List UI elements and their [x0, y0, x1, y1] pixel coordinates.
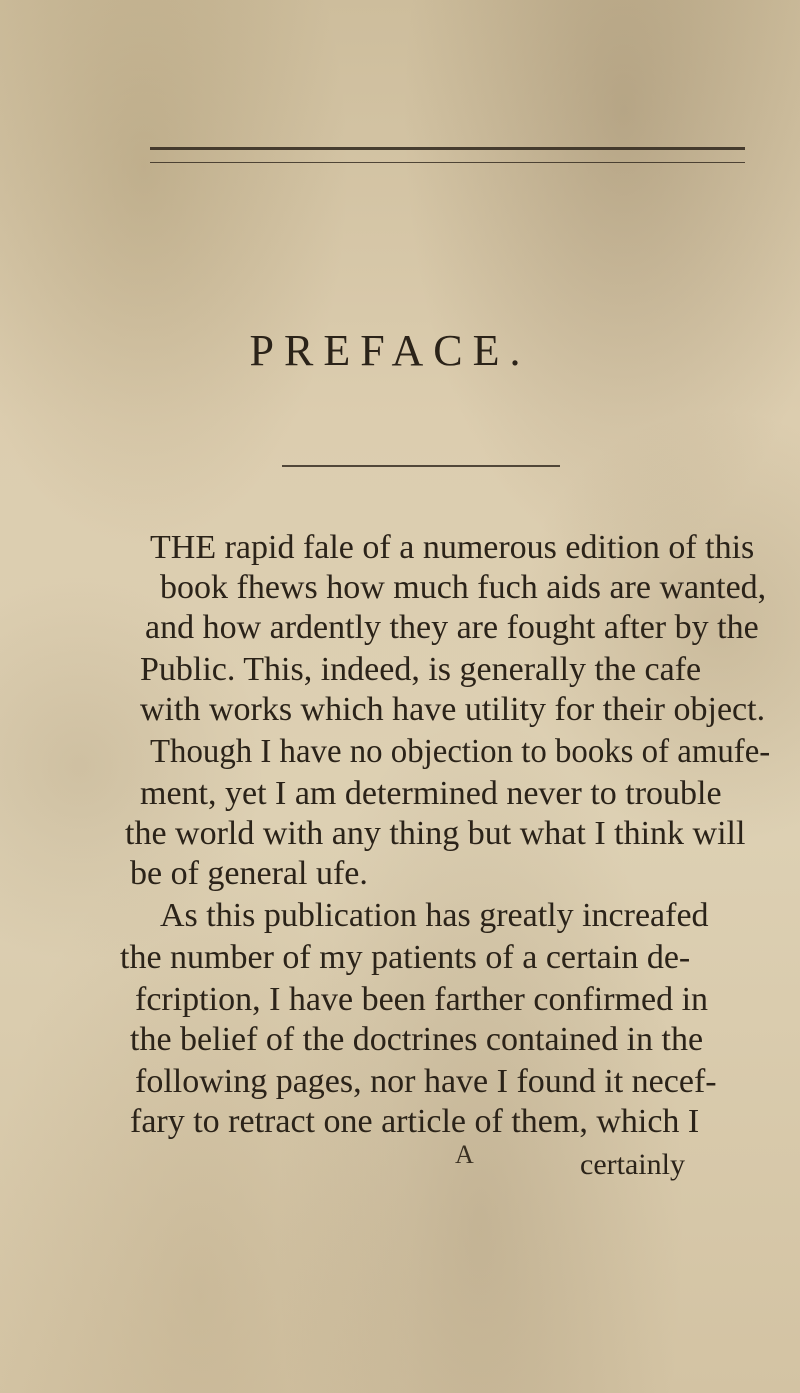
text-line-14: following pages, nor have I found it necef- — [135, 1063, 717, 1100]
ornamental-rule-top-thick — [150, 147, 745, 150]
catchword: certainly — [580, 1148, 685, 1181]
text-line-10: As this publication has greatly increafed — [160, 897, 709, 934]
text-line-3: and how ardently they are fought after by the — [145, 609, 759, 646]
text-line-6: Though I have no objection to books of amufe- — [150, 733, 771, 770]
text-line-7: ment, yet I am determined never to trouble — [140, 775, 722, 812]
heading-underline-rule — [282, 465, 560, 467]
text-line-5: with works which have utility for their object. — [140, 691, 766, 728]
text-line-4: Public. This, indeed, is generally the cafe — [140, 651, 702, 688]
ornamental-rule-top-thin — [150, 162, 745, 163]
signature-mark: A — [455, 1140, 474, 1169]
text-line-13: the belief of the doctrines contained in the — [130, 1021, 704, 1058]
preface-text — [0, 528, 800, 1368]
text-line-2: book fhews how much fuch aids are wanted, — [160, 569, 767, 606]
text-line-15: fary to retract one article of them, which I — [130, 1103, 700, 1140]
page-heading: PREFACE. — [249, 326, 531, 375]
text-line-1: THE rapid fale of a numerous edition of this — [150, 529, 755, 566]
text-line-11: the number of my patients of a certain de- — [120, 939, 691, 976]
text-line-9: be of general ufe. — [130, 855, 368, 892]
text-line-12: fcription, I have been farther confirmed in — [135, 981, 709, 1018]
text-line-8: the world with any thing but what I think will — [125, 815, 746, 852]
